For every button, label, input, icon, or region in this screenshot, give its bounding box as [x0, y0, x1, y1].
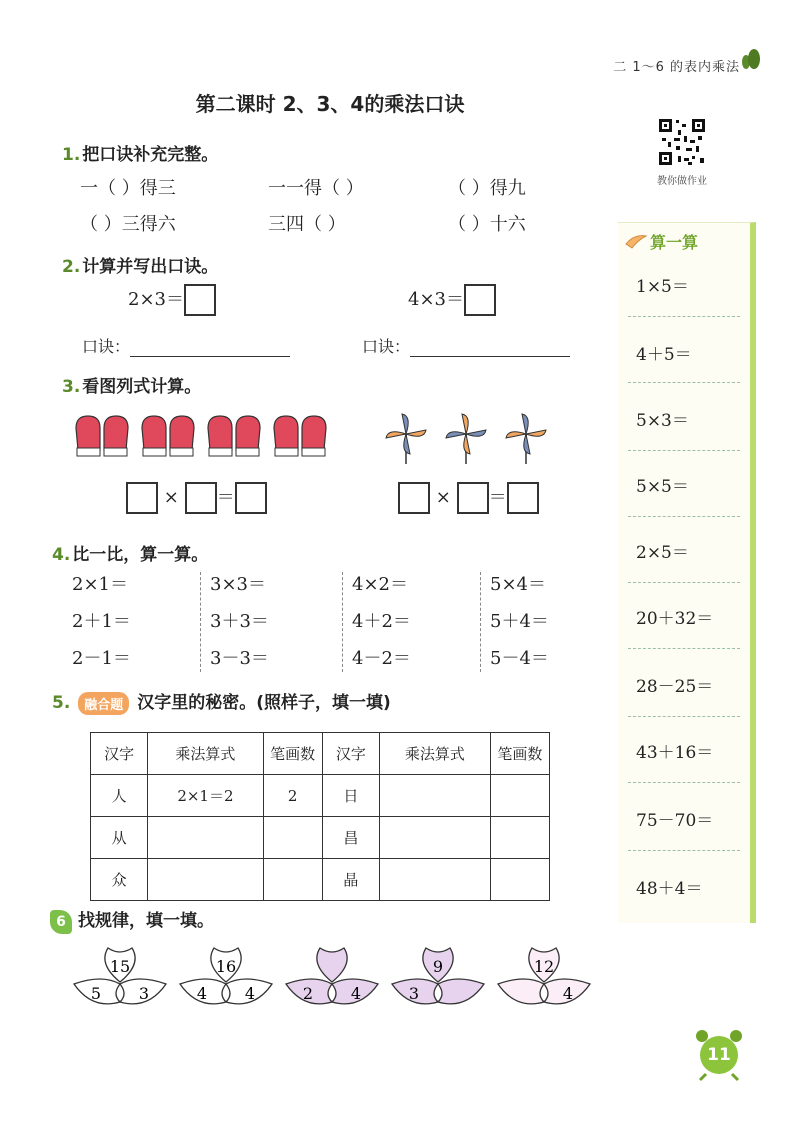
answer-box[interactable]	[235, 482, 267, 514]
compare-expression: 2×1＝	[72, 574, 128, 595]
flower-top-number: 9	[432, 957, 444, 976]
q4-heading	[52, 540, 208, 565]
pinwheels-picture	[382, 408, 552, 466]
table-row	[91, 817, 550, 859]
sidebar-divider	[628, 648, 740, 649]
q1-blank[interactable]: 一一得（ ）	[268, 178, 364, 199]
sidebar-divider	[628, 516, 740, 517]
sidebar-exercise[interactable]: 20＋32＝	[636, 609, 714, 629]
table-cell: 2×1＝2	[148, 775, 263, 817]
sidebar-title: 算一算	[650, 233, 699, 252]
column-divider	[342, 572, 343, 672]
flower-top-number: 15	[109, 957, 131, 976]
times-sign: ×	[163, 487, 179, 508]
q4-number: 4.	[52, 545, 71, 565]
compare-expression: 4＋2＝	[352, 611, 411, 632]
sidebar-exercise[interactable]: 48＋4＝	[636, 879, 703, 899]
tree-icon	[738, 48, 762, 72]
table-answer-cell[interactable]	[379, 859, 490, 901]
flower-left-number: 5	[90, 984, 102, 1003]
compare-column	[210, 566, 269, 677]
rhyme-label: 口诀：	[362, 337, 411, 356]
q1-blank[interactable]: 三四（ ）	[268, 214, 346, 235]
flower-icon	[284, 944, 380, 1012]
table-header: 汉字	[322, 733, 379, 775]
page-number: 11	[700, 1036, 738, 1074]
q5-text: 汉字里的秘密。(照样子，填一填)	[137, 693, 391, 713]
answer-box[interactable]	[507, 482, 539, 514]
q3-number: 3.	[62, 377, 81, 397]
table-answer-cell[interactable]	[263, 817, 322, 859]
answer-petal[interactable]	[498, 979, 544, 1004]
compare-expression: 2－1＝	[72, 648, 131, 669]
rhyme-answer-line[interactable]	[410, 338, 570, 357]
flower-top-number: 16	[215, 957, 237, 976]
answer-box[interactable]	[126, 482, 158, 514]
chinese-character-table	[90, 732, 550, 901]
table-header: 笔画数	[490, 733, 549, 775]
sidebar-divider	[628, 850, 740, 851]
table-answer-cell[interactable]	[263, 859, 322, 901]
rhyme-label: 口诀：	[82, 337, 131, 356]
flower-icon	[496, 944, 592, 1012]
flower-right-number: 4	[562, 984, 574, 1003]
sidebar-exercise[interactable]: 43＋16＝	[636, 743, 714, 763]
table-header: 乘法算式	[148, 733, 263, 775]
q2-number: 2.	[62, 257, 81, 277]
table-header: 笔画数	[263, 733, 322, 775]
table-answer-cell[interactable]	[490, 859, 549, 901]
q1-blank[interactable]: （ ）十六	[448, 214, 526, 235]
sidebar-exercise[interactable]: 75－70＝	[636, 811, 714, 831]
sidebar-divider	[628, 450, 740, 451]
sidebar-divider	[628, 582, 740, 583]
q6-text: 找规律，填一填。	[78, 911, 214, 931]
q5-number: 5.	[52, 693, 71, 713]
answer-box[interactable]	[185, 482, 217, 514]
rhyme-answer-line[interactable]	[130, 338, 290, 357]
table-answer-cell[interactable]	[148, 817, 263, 859]
compare-expression: 5＋4＝	[490, 611, 549, 632]
q2-expr2	[408, 284, 496, 316]
sidebar-exercise[interactable]: 1×5＝	[636, 277, 689, 297]
table-cell: 昌	[322, 817, 379, 859]
flower-icon	[390, 944, 486, 1012]
mitten-pair-icon	[208, 416, 260, 456]
compare-column	[72, 566, 131, 677]
compare-expression: 2＋1＝	[72, 611, 131, 632]
q6-number: 6	[50, 910, 72, 934]
answer-petal[interactable]	[317, 948, 347, 982]
table-cell: 晶	[322, 859, 379, 901]
flower-icon	[178, 944, 274, 1012]
flower-right-number: 4	[350, 984, 362, 1003]
q1-blank[interactable]: （ ）三得六	[80, 214, 176, 235]
flower-top-number: 12	[533, 957, 555, 976]
q2-expr2-text: 4×3＝	[408, 289, 464, 310]
table-header: 乘法算式	[379, 733, 490, 775]
sidebar-exercise[interactable]: 28－25＝	[636, 677, 714, 697]
table-answer-cell[interactable]	[379, 775, 490, 817]
compare-expression: 4－2＝	[352, 648, 411, 669]
table-answer-cell[interactable]	[148, 859, 263, 901]
flower-puzzle	[284, 944, 380, 1016]
q6-heading	[50, 906, 214, 934]
q2-expr1	[128, 284, 216, 316]
table-answer-cell[interactable]	[490, 775, 549, 817]
table-cell: 从	[91, 817, 148, 859]
pinwheel-icon	[386, 414, 426, 464]
column-divider	[200, 572, 201, 672]
compare-expression: 4×2＝	[352, 574, 408, 595]
answer-box[interactable]	[464, 284, 496, 316]
pencil-icon	[624, 232, 648, 250]
q3-heading	[62, 372, 201, 397]
times-sign: ×	[435, 487, 451, 508]
table-cell: 众	[91, 859, 148, 901]
flower-right-number: 4	[244, 984, 256, 1003]
table-header-row	[91, 733, 550, 775]
compare-column	[490, 566, 549, 677]
q1-heading	[62, 140, 218, 165]
mitten-pair-icon	[274, 416, 326, 456]
flower-left-number: 4	[196, 984, 208, 1003]
compare-expression: 3－3＝	[210, 648, 269, 669]
table-row	[91, 859, 550, 901]
fusion-badge: 融合题	[78, 692, 129, 715]
mitten-pair-icon	[142, 416, 194, 456]
compare-expression: 5×4＝	[490, 574, 546, 595]
qr-code-icon[interactable]	[658, 118, 706, 166]
flower-right-number: 3	[138, 984, 150, 1003]
answer-petal[interactable]	[438, 979, 484, 1004]
q5-heading	[52, 688, 391, 715]
table-row	[91, 775, 550, 817]
answer-box[interactable]	[457, 482, 489, 514]
answer-box[interactable]	[184, 284, 216, 316]
equals-sign: ＝	[216, 487, 235, 508]
q3-equation-2	[398, 482, 539, 514]
table-answer-cell[interactable]	[379, 817, 490, 859]
column-divider	[480, 572, 481, 672]
sidebar-exercise[interactable]: 5×3＝	[636, 411, 689, 431]
q1-blank[interactable]: （ ）得九	[448, 178, 526, 199]
sidebar-divider	[628, 382, 740, 383]
q2-expr1-text: 2×3＝	[128, 289, 184, 310]
q3-equation-1	[126, 482, 267, 514]
q2-text: 计算并写出口诀。	[82, 257, 219, 277]
flower-puzzle	[178, 944, 274, 1016]
page-title: 第二课时 2、3、4的乘法口诀	[195, 92, 465, 116]
table-cell: 2	[263, 775, 322, 817]
q2-rhyme2	[362, 334, 570, 357]
compare-column	[352, 566, 411, 677]
flower-puzzle	[496, 944, 592, 1016]
q4-text: 比一比，算一算。	[72, 545, 209, 565]
sidebar-divider	[628, 716, 740, 717]
flower-icon	[72, 944, 168, 1012]
mitten-pair-icon	[76, 416, 128, 456]
section-header: 二 1～6 的表内乘法	[613, 60, 740, 75]
q1-text: 把口诀补充完整。	[82, 145, 219, 165]
compare-expression: 5－4＝	[490, 648, 549, 669]
q2-heading	[62, 252, 218, 277]
qr-caption: 教你做作业	[657, 176, 707, 187]
pinwheel-icon	[506, 414, 546, 464]
equals-sign: ＝	[488, 487, 507, 508]
table-header: 汉字	[91, 733, 148, 775]
flower-left-number: 2	[302, 984, 314, 1003]
flower-puzzle	[390, 944, 486, 1016]
q1-blank[interactable]: 一（ ）得三	[80, 178, 176, 199]
q1-number: 1.	[62, 145, 81, 165]
compare-expression: 3×3＝	[210, 574, 266, 595]
flower-left-number: 3	[408, 984, 420, 1003]
q3-text: 看图列式计算。	[82, 377, 202, 397]
sidebar-exercise[interactable]: 5×5＝	[636, 477, 689, 497]
answer-box[interactable]	[398, 482, 430, 514]
table-cell: 人	[91, 775, 148, 817]
pinwheel-icon	[446, 414, 486, 464]
table-answer-cell[interactable]	[490, 817, 549, 859]
sidebar-exercise[interactable]: 4＋5＝	[636, 345, 692, 365]
mittens-picture	[72, 410, 342, 462]
table-cell: 日	[322, 775, 379, 817]
q2-rhyme1	[82, 334, 290, 357]
flower-puzzle	[72, 944, 168, 1016]
sidebar-divider	[628, 316, 740, 317]
sidebar-exercise[interactable]: 2×5＝	[636, 543, 689, 563]
sidebar-divider	[628, 782, 740, 783]
compare-expression: 3＋3＝	[210, 611, 269, 632]
